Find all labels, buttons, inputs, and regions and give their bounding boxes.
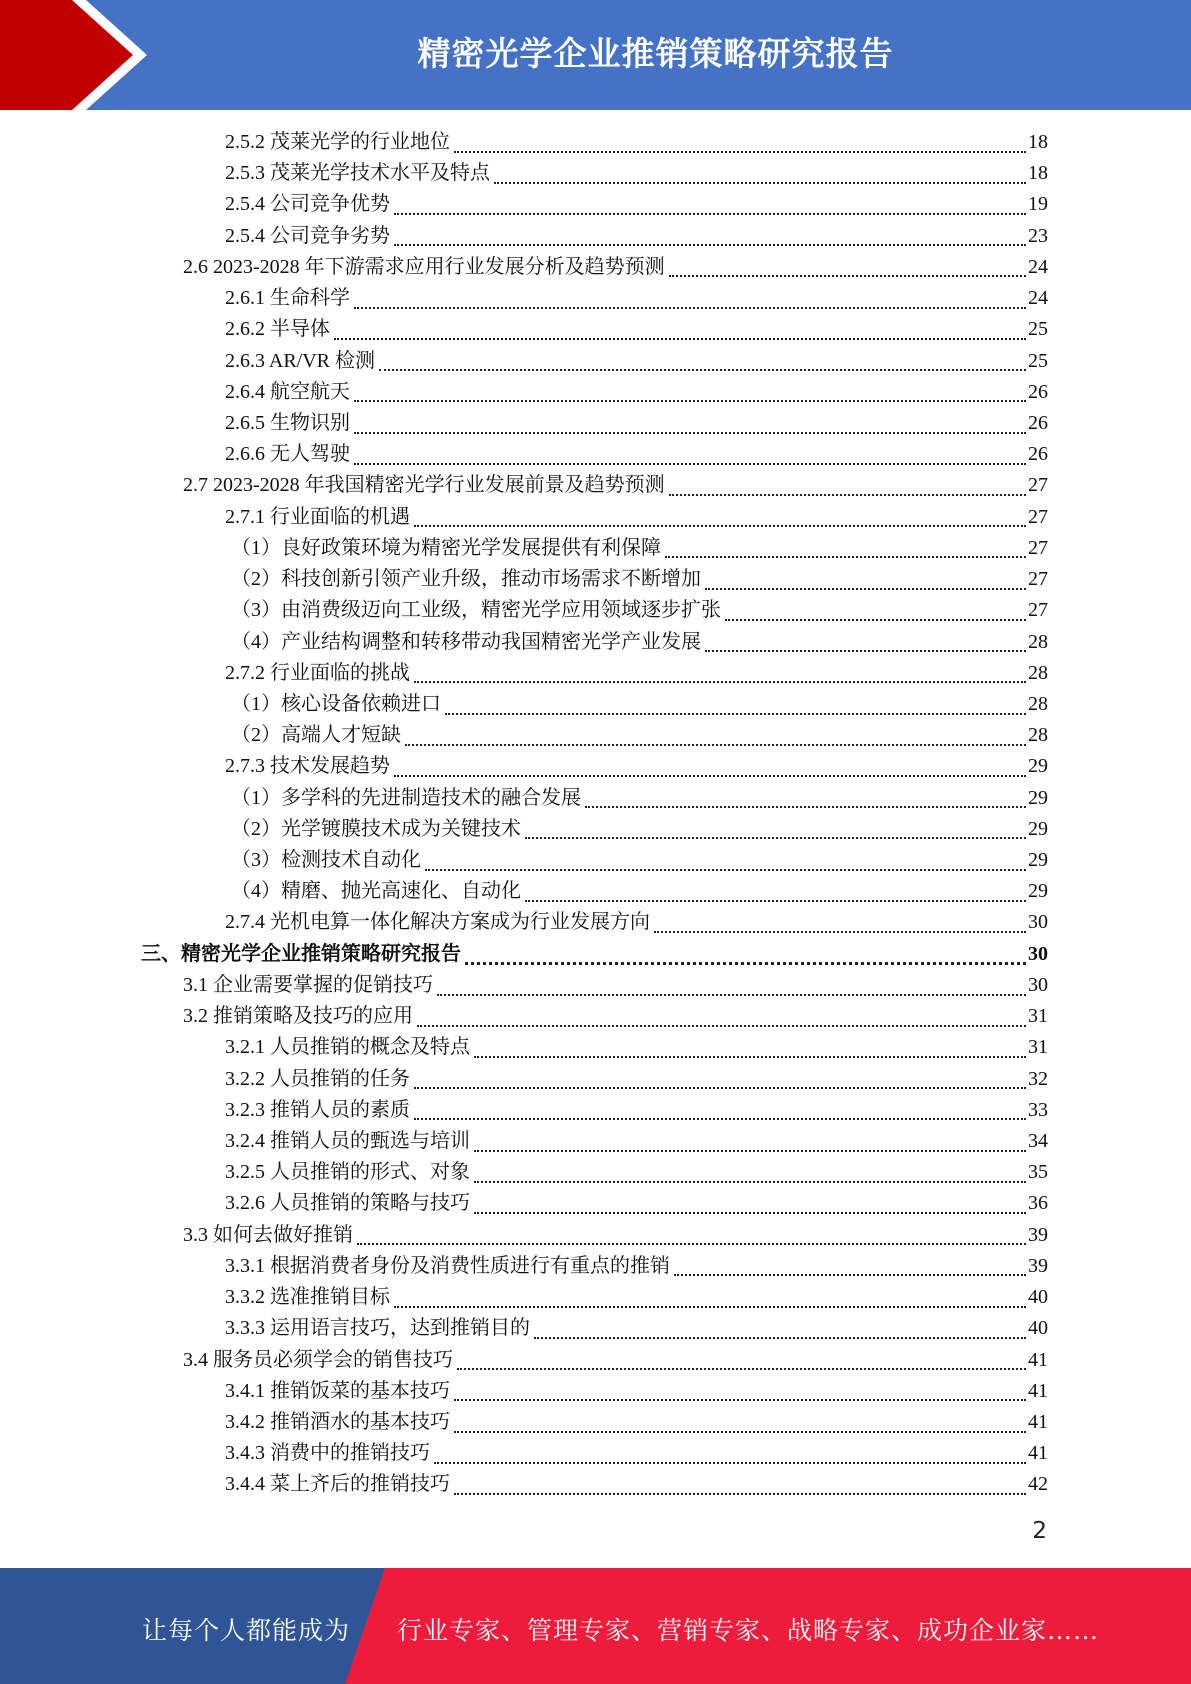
table-of-contents (0, 127, 1191, 1501)
toc-dot-leader (417, 1025, 1026, 1027)
toc-entry-page: 28 (1028, 724, 1048, 747)
toc-entry[interactable] (0, 252, 1191, 283)
header-arrow-decoration (0, 0, 160, 110)
toc-entry-page: 42 (1028, 1473, 1048, 1496)
toc-entry-label: 2.6.2 半导体 (225, 318, 330, 341)
toc-dot-leader (725, 619, 1026, 621)
toc-entry-label: 2.6.6 无人驾驶 (225, 443, 350, 466)
toc-entry[interactable] (0, 221, 1191, 252)
toc-entry[interactable] (0, 1282, 1191, 1313)
footer-slogan-right: 行业专家、管理专家、营销专家、战略专家、成功企业家…… (397, 1616, 1100, 1645)
toc-entry-label: 3.4 服务员必须学会的销售技巧 (183, 1348, 453, 1371)
toc-entry-page: 24 (1028, 255, 1048, 278)
toc-entry[interactable] (0, 1157, 1191, 1188)
toc-entry-label: 3.3 如何去做好推销 (183, 1223, 353, 1246)
toc-dot-leader (414, 681, 1026, 683)
toc-entry-label: （2）光学镀膜技术成为关键技术 (231, 817, 521, 840)
toc-entry-page: 33 (1028, 1098, 1048, 1121)
toc-entry-page: 19 (1028, 193, 1048, 216)
toc-dot-leader (585, 806, 1026, 808)
page-footer (0, 1568, 1191, 1684)
toc-entry-label: （1）良好政策环境为精密光学发展提供有利保障 (231, 536, 661, 559)
toc-entry-page: 25 (1028, 318, 1048, 341)
toc-entry-page: 26 (1028, 443, 1048, 466)
toc-entry-page: 41 (1028, 1379, 1048, 1402)
toc-entry-label: 3.2.1 人员推销的概念及特点 (225, 1036, 470, 1059)
toc-dot-leader (354, 463, 1026, 465)
toc-entry[interactable] (0, 658, 1191, 689)
toc-dot-leader (705, 650, 1026, 652)
toc-dot-leader (354, 307, 1026, 309)
toc-dot-leader (654, 931, 1026, 933)
toc-dot-leader (474, 1056, 1026, 1058)
toc-entry[interactable] (0, 408, 1191, 439)
toc-entry-page: 29 (1028, 817, 1048, 840)
toc-dot-leader (394, 775, 1026, 777)
toc-entry[interactable] (0, 939, 1191, 970)
toc-dot-leader (394, 244, 1026, 246)
toc-entry-label: 3.2.6 人员推销的策略与技巧 (225, 1192, 470, 1215)
toc-dot-leader (454, 1493, 1026, 1495)
toc-entry-page: 41 (1028, 1410, 1048, 1433)
toc-entry[interactable] (0, 689, 1191, 720)
toc-entry-label: （3）由消费级迈向工业级，精密光学应用领域逐步扩张 (231, 599, 721, 622)
toc-entry-page: 18 (1028, 162, 1048, 185)
toc-entry-label: （2）高端人才短缺 (231, 724, 401, 747)
toc-dot-leader (454, 151, 1026, 153)
toc-entry-label: 3.2.3 推销人员的素质 (225, 1098, 410, 1121)
toc-entry-page: 23 (1028, 224, 1048, 247)
toc-entry-label: 2.7.3 技术发展趋势 (225, 755, 390, 778)
toc-entry[interactable] (0, 1345, 1191, 1376)
toc-entry-label: （2）科技创新引领产业升级，推动市场需求不断增加 (231, 568, 701, 591)
toc-entry-page: 27 (1028, 474, 1048, 497)
page-number: 2 (1032, 1518, 1047, 1544)
toc-entry-label: （1）多学科的先进制造技术的融合发展 (231, 786, 581, 809)
toc-dot-leader (674, 1274, 1026, 1276)
toc-entry-label: 2.7.4 光机电算一体化解决方案成为行业发展方向 (225, 911, 650, 934)
toc-dot-leader (437, 994, 1026, 996)
toc-dot-leader (354, 400, 1026, 402)
toc-entry-page: 25 (1028, 349, 1048, 372)
toc-entry-label: 3.3.1 根据消费者身份及消费性质进行有重点的推销 (225, 1254, 670, 1277)
toc-entry-page: 26 (1028, 411, 1048, 434)
toc-entry-page: 39 (1028, 1254, 1048, 1277)
toc-entry-page: 28 (1028, 630, 1048, 653)
toc-entry-label: （4）精磨、抛光高速化、自动化 (231, 880, 521, 903)
toc-entry-label: 3.4.2 推销酒水的基本技巧 (225, 1410, 450, 1433)
toc-entry[interactable] (0, 1220, 1191, 1251)
toc-entry[interactable] (0, 970, 1191, 1001)
toc-entry-label: 2.7 2023-2028 年我国精密光学行业发展前景及趋势预测 (183, 474, 665, 497)
toc-entry-label: 3.4.4 菜上齐后的推销技巧 (225, 1473, 450, 1496)
toc-dot-leader (474, 1150, 1026, 1152)
toc-dot-leader (494, 182, 1026, 184)
toc-dot-leader (414, 1087, 1026, 1089)
toc-entry-page: 30 (1028, 973, 1048, 996)
toc-dot-leader (425, 869, 1026, 871)
toc-entry-label: 2.5.2 茂莱光学的行业地位 (225, 131, 450, 153)
toc-entry[interactable] (0, 1126, 1191, 1157)
toc-entry-page: 18 (1028, 131, 1048, 153)
toc-entry-page: 31 (1028, 1005, 1048, 1028)
toc-dot-leader (414, 1118, 1026, 1120)
toc-entry[interactable] (0, 1095, 1191, 1126)
toc-entry-label: 2.5.3 茂莱光学技术水平及特点 (225, 162, 490, 185)
toc-entry-label: 2.6.4 航空航天 (225, 380, 350, 403)
toc-entry-label: 3.2 推销策略及技巧的应用 (183, 1005, 413, 1028)
toc-entry-label: 2.6.5 生物识别 (225, 411, 350, 434)
toc-dot-leader (379, 369, 1026, 371)
toc-entry-label: （4）产业结构调整和转移带动我国精密光学产业发展 (231, 630, 701, 653)
toc-entry-page: 30 (1028, 942, 1048, 965)
toc-entry[interactable] (0, 502, 1191, 533)
toc-dot-leader (669, 494, 1026, 496)
toc-dot-leader (465, 962, 1026, 965)
toc-entry-page: 27 (1028, 568, 1048, 591)
toc-dot-leader (357, 1243, 1026, 1245)
toc-entry[interactable] (0, 283, 1191, 314)
toc-entry-page: 35 (1028, 1161, 1048, 1184)
toc-entry-label: 2.6 2023-2028 年下游需求应用行业发展分析及趋势预测 (183, 255, 665, 278)
toc-entry-label: 2.7.2 行业面临的挑战 (225, 661, 410, 684)
toc-entry-label: 3.4.1 推销饭菜的基本技巧 (225, 1379, 450, 1402)
toc-entry[interactable] (0, 1407, 1191, 1438)
toc-entry-page: 41 (1028, 1442, 1048, 1465)
toc-entry-label: （3）检测技术自动化 (231, 849, 421, 872)
toc-entry[interactable] (0, 470, 1191, 501)
toc-entry-page: 27 (1028, 536, 1048, 559)
toc-entry-label: 三、精密光学企业推销策略研究报告 (141, 942, 461, 965)
toc-entry-label: 3.2.5 人员推销的形式、对象 (225, 1161, 470, 1184)
toc-entry-label: 2.6.3 AR/VR 检测 (225, 349, 376, 372)
toc-dot-leader (454, 1431, 1026, 1433)
toc-entry[interactable] (0, 1001, 1191, 1032)
toc-entry-page: 27 (1028, 505, 1048, 528)
toc-entry-page: 24 (1028, 287, 1048, 310)
toc-entry-page: 41 (1028, 1348, 1048, 1371)
toc-dot-leader (474, 1181, 1026, 1183)
toc-entry-page: 34 (1028, 1130, 1048, 1152)
toc-entry[interactable] (0, 1064, 1191, 1095)
toc-entry[interactable] (0, 564, 1191, 595)
toc-entry-label: 2.6.1 生命科学 (225, 287, 350, 310)
toc-entry-label: 2.5.4 公司竞争劣势 (225, 224, 390, 247)
toc-entry-page: 40 (1028, 1286, 1048, 1309)
toc-entry[interactable] (0, 907, 1191, 938)
toc-entry[interactable] (0, 127, 1191, 158)
toc-dot-leader (414, 525, 1026, 527)
toc-entry-page: 29 (1028, 849, 1048, 872)
toc-dot-leader (534, 1337, 1026, 1339)
toc-entry[interactable] (0, 1032, 1191, 1063)
toc-dot-leader (525, 900, 1026, 902)
toc-entry[interactable] (0, 1376, 1191, 1407)
toc-entry[interactable] (0, 627, 1191, 658)
toc-dot-leader (405, 744, 1026, 746)
toc-entry[interactable] (0, 189, 1191, 220)
document-title: 精密光学企业推销策略研究报告 (417, 34, 894, 73)
toc-entry[interactable] (0, 783, 1191, 814)
toc-entry[interactable] (0, 377, 1191, 408)
toc-entry-page: 36 (1028, 1192, 1048, 1215)
toc-dot-leader (434, 1462, 1026, 1464)
toc-entry[interactable] (0, 845, 1191, 876)
toc-entry[interactable] (0, 346, 1191, 377)
toc-entry[interactable] (0, 314, 1191, 345)
toc-dot-leader (669, 275, 1026, 277)
toc-entry[interactable] (0, 533, 1191, 564)
toc-entry[interactable] (0, 1188, 1191, 1219)
toc-entry[interactable] (0, 1469, 1191, 1500)
toc-entry[interactable] (0, 814, 1191, 845)
toc-dot-leader (394, 213, 1026, 215)
toc-entry-page: 31 (1028, 1036, 1048, 1059)
page-header (0, 0, 1191, 110)
toc-entry[interactable] (0, 439, 1191, 470)
toc-entry[interactable] (0, 158, 1191, 189)
toc-entry-page: 29 (1028, 786, 1048, 809)
toc-entry[interactable] (0, 1313, 1191, 1344)
toc-dot-leader (445, 713, 1026, 715)
footer-slogan-left: 让每个人都能成为 (142, 1616, 351, 1645)
toc-entry-page: 26 (1028, 380, 1048, 403)
toc-entry-page: 40 (1028, 1317, 1048, 1340)
toc-dot-leader (474, 1212, 1026, 1214)
toc-entry-page: 28 (1028, 661, 1048, 684)
toc-entry-page: 32 (1028, 1067, 1048, 1090)
toc-dot-leader (525, 837, 1026, 839)
toc-entry-label: 2.5.4 公司竞争优势 (225, 193, 390, 216)
toc-entry-label: 3.2.2 人员推销的任务 (225, 1067, 410, 1090)
toc-entry-page: 29 (1028, 755, 1048, 778)
toc-entry-label: 3.4.3 消费中的推销技巧 (225, 1442, 430, 1465)
toc-entry-label: 3.3.2 选准推销目标 (225, 1286, 390, 1309)
toc-entry[interactable] (0, 1438, 1191, 1469)
toc-entry-label: 2.7.1 行业面临的机遇 (225, 505, 410, 528)
toc-dot-leader (705, 588, 1026, 590)
toc-dot-leader (394, 1306, 1026, 1308)
toc-entry-page: 27 (1028, 599, 1048, 622)
toc-entry-label: 3.1 企业需要掌握的促销技巧 (183, 973, 433, 996)
toc-entry[interactable] (0, 595, 1191, 626)
toc-entry[interactable] (0, 751, 1191, 782)
toc-dot-leader (454, 1399, 1026, 1401)
toc-dot-leader (457, 1368, 1026, 1370)
toc-entry-page: 28 (1028, 692, 1048, 715)
toc-entry[interactable] (0, 720, 1191, 751)
toc-entry-page: 30 (1028, 911, 1048, 934)
toc-entry-label: 3.3.3 运用语言技巧，达到推销目的 (225, 1317, 530, 1340)
toc-entry-page: 39 (1028, 1223, 1048, 1246)
toc-entry[interactable] (0, 1251, 1191, 1282)
toc-entry-label: （1）核心设备依赖进口 (231, 692, 441, 715)
toc-dot-leader (334, 338, 1026, 340)
toc-entry-page: 29 (1028, 880, 1048, 903)
toc-entry-label: 3.2.4 推销人员的甄选与培训 (225, 1130, 470, 1152)
toc-dot-leader (665, 556, 1026, 558)
toc-entry[interactable] (0, 876, 1191, 907)
toc-dot-leader (354, 432, 1026, 434)
